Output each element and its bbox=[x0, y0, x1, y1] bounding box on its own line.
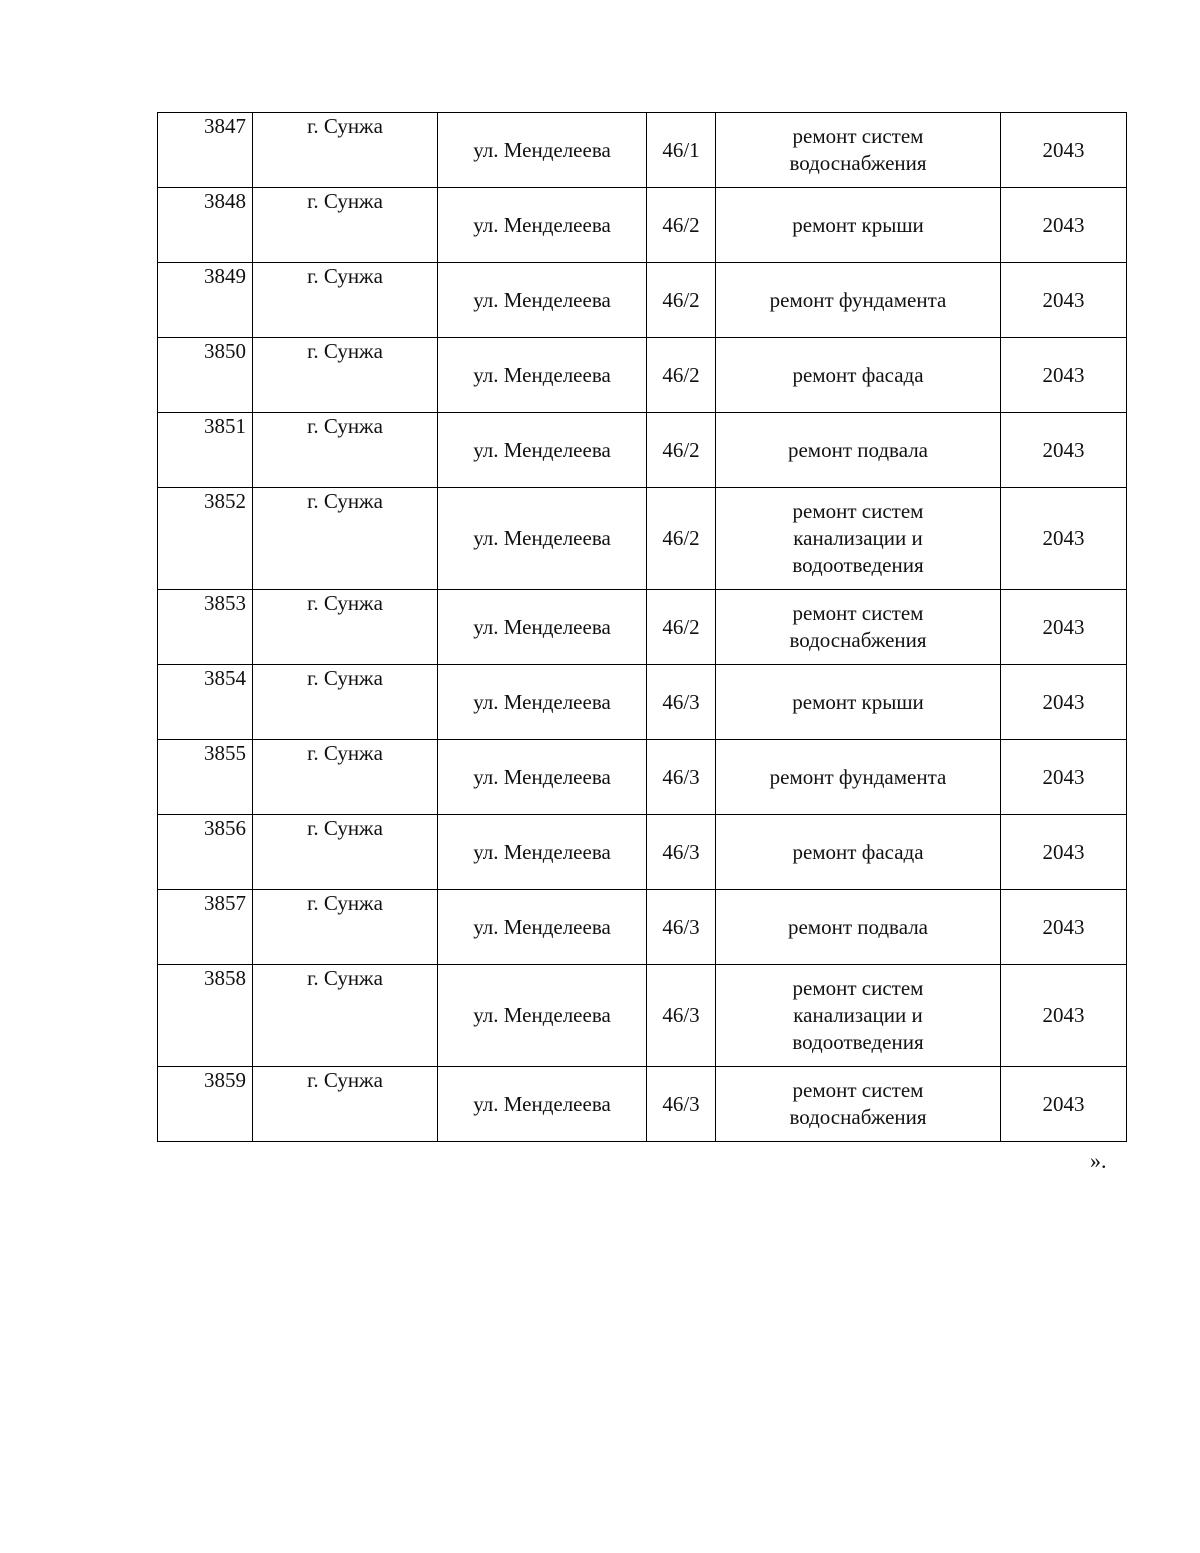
row-number: 3858 bbox=[158, 965, 253, 1067]
city-cell: г. Сунжа bbox=[253, 338, 438, 413]
row-number: 3849 bbox=[158, 263, 253, 338]
work-type-cell bbox=[716, 263, 1001, 338]
street-cell: ул. Менделеева bbox=[438, 338, 647, 413]
year-cell: 2043 bbox=[1001, 338, 1127, 413]
house-number-cell: 46/1 bbox=[647, 113, 716, 188]
street-cell: ул. Менделеева bbox=[438, 263, 647, 338]
work-type-cell bbox=[716, 965, 1001, 1067]
row-number: 3857 bbox=[158, 890, 253, 965]
house-number-cell: 46/3 bbox=[647, 740, 716, 815]
work-type-cell bbox=[716, 188, 1001, 263]
city-cell: г. Сунжа bbox=[253, 1067, 438, 1142]
work-type-cell bbox=[716, 590, 1001, 665]
year-cell: 2043 bbox=[1001, 590, 1127, 665]
row-number: 3850 bbox=[158, 338, 253, 413]
work-type-line: ремонт фундамента bbox=[769, 764, 947, 789]
street-cell: ул. Менделеева bbox=[438, 413, 647, 488]
house-number-cell: 46/2 bbox=[647, 590, 716, 665]
year-cell: 2043 bbox=[1001, 665, 1127, 740]
city-cell: г. Сунжа bbox=[253, 965, 438, 1067]
work-type-line: водоснабжения bbox=[789, 1105, 927, 1129]
row-number: 3854 bbox=[158, 665, 253, 740]
street-cell: ул. Менделеева bbox=[438, 488, 647, 590]
closing-quote: ». bbox=[1090, 1148, 1107, 1173]
work-type-line: ремонт крыши bbox=[792, 212, 924, 237]
table-row bbox=[158, 815, 1127, 890]
work-type-cell bbox=[716, 1067, 1001, 1142]
work-type-line: ремонт систем bbox=[792, 1078, 924, 1102]
year-cell: 2043 bbox=[1001, 263, 1127, 338]
table-row bbox=[158, 263, 1127, 338]
table-row bbox=[158, 665, 1127, 740]
table-row bbox=[158, 1067, 1127, 1142]
table-row bbox=[158, 590, 1127, 665]
work-type-cell bbox=[716, 815, 1001, 890]
row-number: 3859 bbox=[158, 1067, 253, 1142]
city-cell: г. Сунжа bbox=[253, 890, 438, 965]
city-cell: г. Сунжа bbox=[253, 413, 438, 488]
city-cell: г. Сунжа bbox=[253, 488, 438, 590]
city-cell: г. Сунжа bbox=[253, 815, 438, 890]
street-cell: ул. Менделеева bbox=[438, 188, 647, 263]
work-type-line: ремонт фасада bbox=[792, 839, 924, 864]
street-cell: ул. Менделеева bbox=[438, 1067, 647, 1142]
house-number-cell: 46/3 bbox=[647, 665, 716, 740]
table-row bbox=[158, 740, 1127, 815]
row-number: 3848 bbox=[158, 188, 253, 263]
year-cell: 2043 bbox=[1001, 1067, 1127, 1142]
work-type-line: ремонт крыши bbox=[792, 689, 924, 714]
work-type-cell bbox=[716, 890, 1001, 965]
year-cell: 2043 bbox=[1001, 488, 1127, 590]
work-type-cell bbox=[716, 740, 1001, 815]
work-type-line: ремонт подвала bbox=[787, 914, 929, 939]
year-cell: 2043 bbox=[1001, 188, 1127, 263]
work-type-line: ремонт систем bbox=[792, 601, 924, 625]
street-cell: ул. Менделеева bbox=[438, 965, 647, 1067]
table-row bbox=[158, 488, 1127, 590]
work-type-cell bbox=[716, 113, 1001, 188]
table-body bbox=[158, 113, 1127, 1142]
work-type-line: ремонт систем bbox=[792, 124, 924, 148]
work-type-line: ремонт систем bbox=[792, 499, 924, 523]
table-row bbox=[158, 113, 1127, 188]
work-type-line: канализации и bbox=[793, 526, 923, 550]
street-cell: ул. Менделеева bbox=[438, 113, 647, 188]
house-number-cell: 46/2 bbox=[647, 488, 716, 590]
work-type-line: ремонт фасада bbox=[792, 362, 924, 387]
city-cell: г. Сунжа bbox=[253, 113, 438, 188]
row-number: 3851 bbox=[158, 413, 253, 488]
work-type-line: ремонт подвала bbox=[787, 437, 929, 462]
city-cell: г. Сунжа bbox=[253, 590, 438, 665]
street-cell: ул. Менделеева bbox=[438, 890, 647, 965]
street-cell: ул. Менделеева bbox=[438, 740, 647, 815]
year-cell: 2043 bbox=[1001, 965, 1127, 1067]
street-cell: ул. Менделеева bbox=[438, 665, 647, 740]
row-number: 3855 bbox=[158, 740, 253, 815]
city-cell: г. Сунжа bbox=[253, 740, 438, 815]
row-number: 3853 bbox=[158, 590, 253, 665]
city-cell: г. Сунжа bbox=[253, 665, 438, 740]
year-cell: 2043 bbox=[1001, 815, 1127, 890]
house-number-cell: 46/2 bbox=[647, 188, 716, 263]
year-cell: 2043 bbox=[1001, 413, 1127, 488]
work-type-line: канализации и bbox=[793, 1003, 923, 1027]
work-type-line: водоснабжения bbox=[789, 151, 927, 175]
table-row bbox=[158, 338, 1127, 413]
house-number-cell: 46/2 bbox=[647, 263, 716, 338]
work-type-cell bbox=[716, 488, 1001, 590]
city-cell: г. Сунжа bbox=[253, 263, 438, 338]
house-number-cell: 46/2 bbox=[647, 413, 716, 488]
work-type-cell bbox=[716, 413, 1001, 488]
house-number-cell: 46/3 bbox=[647, 890, 716, 965]
repair-schedule-table bbox=[157, 112, 1127, 1142]
street-cell: ул. Менделеева bbox=[438, 815, 647, 890]
table-row bbox=[158, 188, 1127, 263]
work-type-line: водоотведения bbox=[792, 1030, 924, 1054]
table-row bbox=[158, 890, 1127, 965]
house-number-cell: 46/3 bbox=[647, 1067, 716, 1142]
house-number-cell: 46/2 bbox=[647, 338, 716, 413]
row-number: 3847 bbox=[158, 113, 253, 188]
table-row bbox=[158, 413, 1127, 488]
work-type-line: ремонт фундамента bbox=[769, 287, 947, 312]
work-type-line: водоотведения bbox=[792, 553, 924, 577]
house-number-cell: 46/3 bbox=[647, 815, 716, 890]
work-type-cell bbox=[716, 665, 1001, 740]
year-cell: 2043 bbox=[1001, 740, 1127, 815]
house-number-cell: 46/3 bbox=[647, 965, 716, 1067]
city-cell: г. Сунжа bbox=[253, 188, 438, 263]
work-type-line: водоснабжения bbox=[789, 628, 927, 652]
row-number: 3856 bbox=[158, 815, 253, 890]
street-cell: ул. Менделеева bbox=[438, 590, 647, 665]
row-number: 3852 bbox=[158, 488, 253, 590]
work-type-cell bbox=[716, 338, 1001, 413]
work-type-line: ремонт систем bbox=[792, 976, 924, 1000]
year-cell: 2043 bbox=[1001, 890, 1127, 965]
year-cell: 2043 bbox=[1001, 113, 1127, 188]
table-row bbox=[158, 965, 1127, 1067]
